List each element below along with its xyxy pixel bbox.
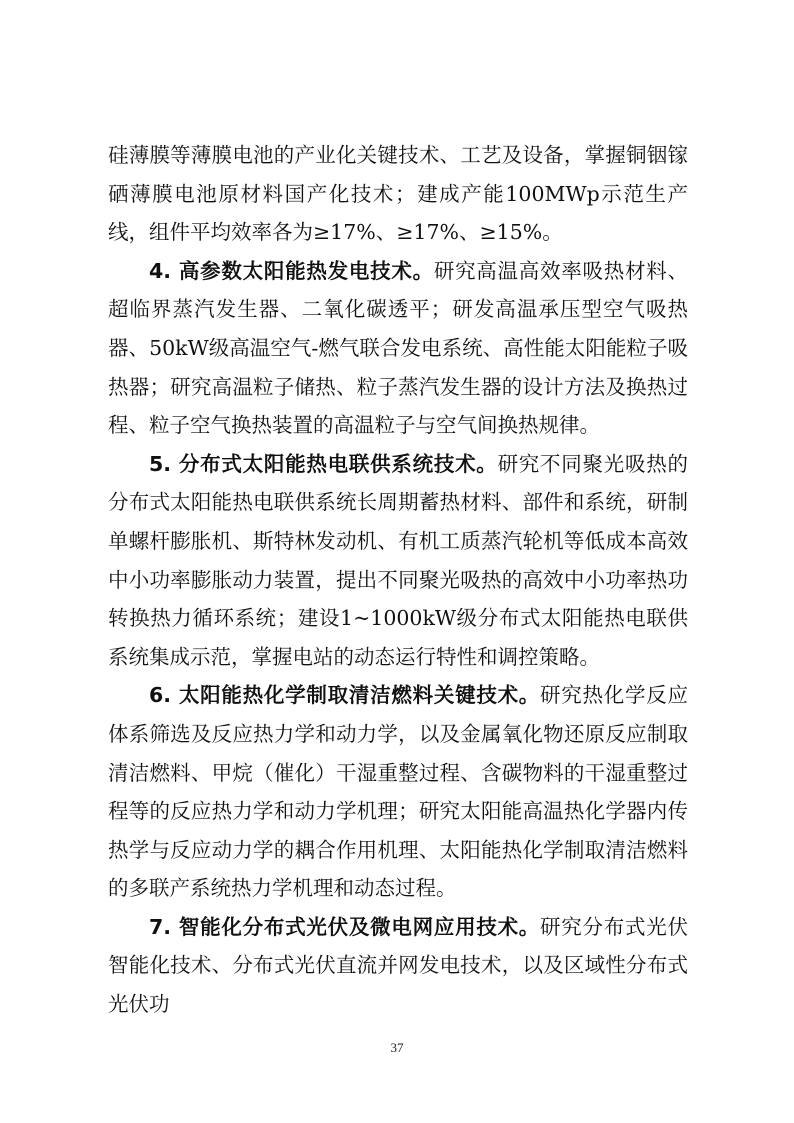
paragraph-heading: 5. 分布式太阳能热电联供系统技术。 <box>149 451 498 476</box>
page-number: 37 <box>390 1040 404 1055</box>
paragraph-text: 研究分布式光伏智能化技术、分布式光伏直流并网发电技术，以及区域性分布式光伏功 <box>108 914 688 1017</box>
document-body <box>108 136 688 1024</box>
paragraph-item-5 <box>108 445 688 677</box>
paragraph-item-6 <box>108 676 688 908</box>
paragraph-heading: 7. 智能化分布式光伏及微电网应用技术。 <box>149 914 541 939</box>
paragraph-heading: 4. 高参数太阳能热发电技术。 <box>149 258 434 283</box>
paragraph-continuation <box>108 136 688 252</box>
paragraph-text: 研究热化学反应体系筛选及反应热力学和动力学，以及金属氧化物还原反应制取清洁燃料、甲烷（催化）干湿重整过程、含碳物料的干湿重整过程等的反应热力学和动力学机理；研究太阳能高温热化学器内传热学与反应动力学的耦合作用机理、太阳能热化学制取清洁燃料的多联产系统热力学机理和动态过程。 <box>108 683 688 901</box>
paragraph-text: 研究不同聚光吸热的分布式太阳能热电联供系统长周期蓄热材料、部件和系统，研制单螺杆膨胀机、斯特林发动机、有机工质蒸汽轮机等低成本高效中小功率膨胀动力装置，提出不同聚光吸热的高效中小功率热功转换热力循环系统；建设1~1000kW级分布式太阳能热电联供系统集成示范，掌握电站的动态运行特性和调控策略。 <box>108 451 688 669</box>
paragraph-item-7 <box>108 908 688 1024</box>
paragraph-text: 硅薄膜等薄膜电池的产业化关键技术、工艺及设备，掌握铜铟镓硒薄膜电池原材料国产化技术；建成产能100MWp示范生产线，组件平均效率各为≥17%、≥17%、≥15%。 <box>108 143 688 245</box>
paragraph-heading: 6. 太阳能热化学制取清洁燃料关键技术。 <box>149 683 541 708</box>
paragraph-text: 研究高温高效率吸热材料、超临界蒸汽发生器、二氧化碳透平；研发高温承压型空气吸热器、50kW级高温空气-燃气联合发电系统、高性能太阳能粒子吸热器；研究高温粒子储热、粒子蒸汽发生器的设计方法及换热过程、粒子空气换热装置的高温粒子与空气间换热规律。 <box>108 258 688 438</box>
paragraph-item-4 <box>108 252 688 445</box>
